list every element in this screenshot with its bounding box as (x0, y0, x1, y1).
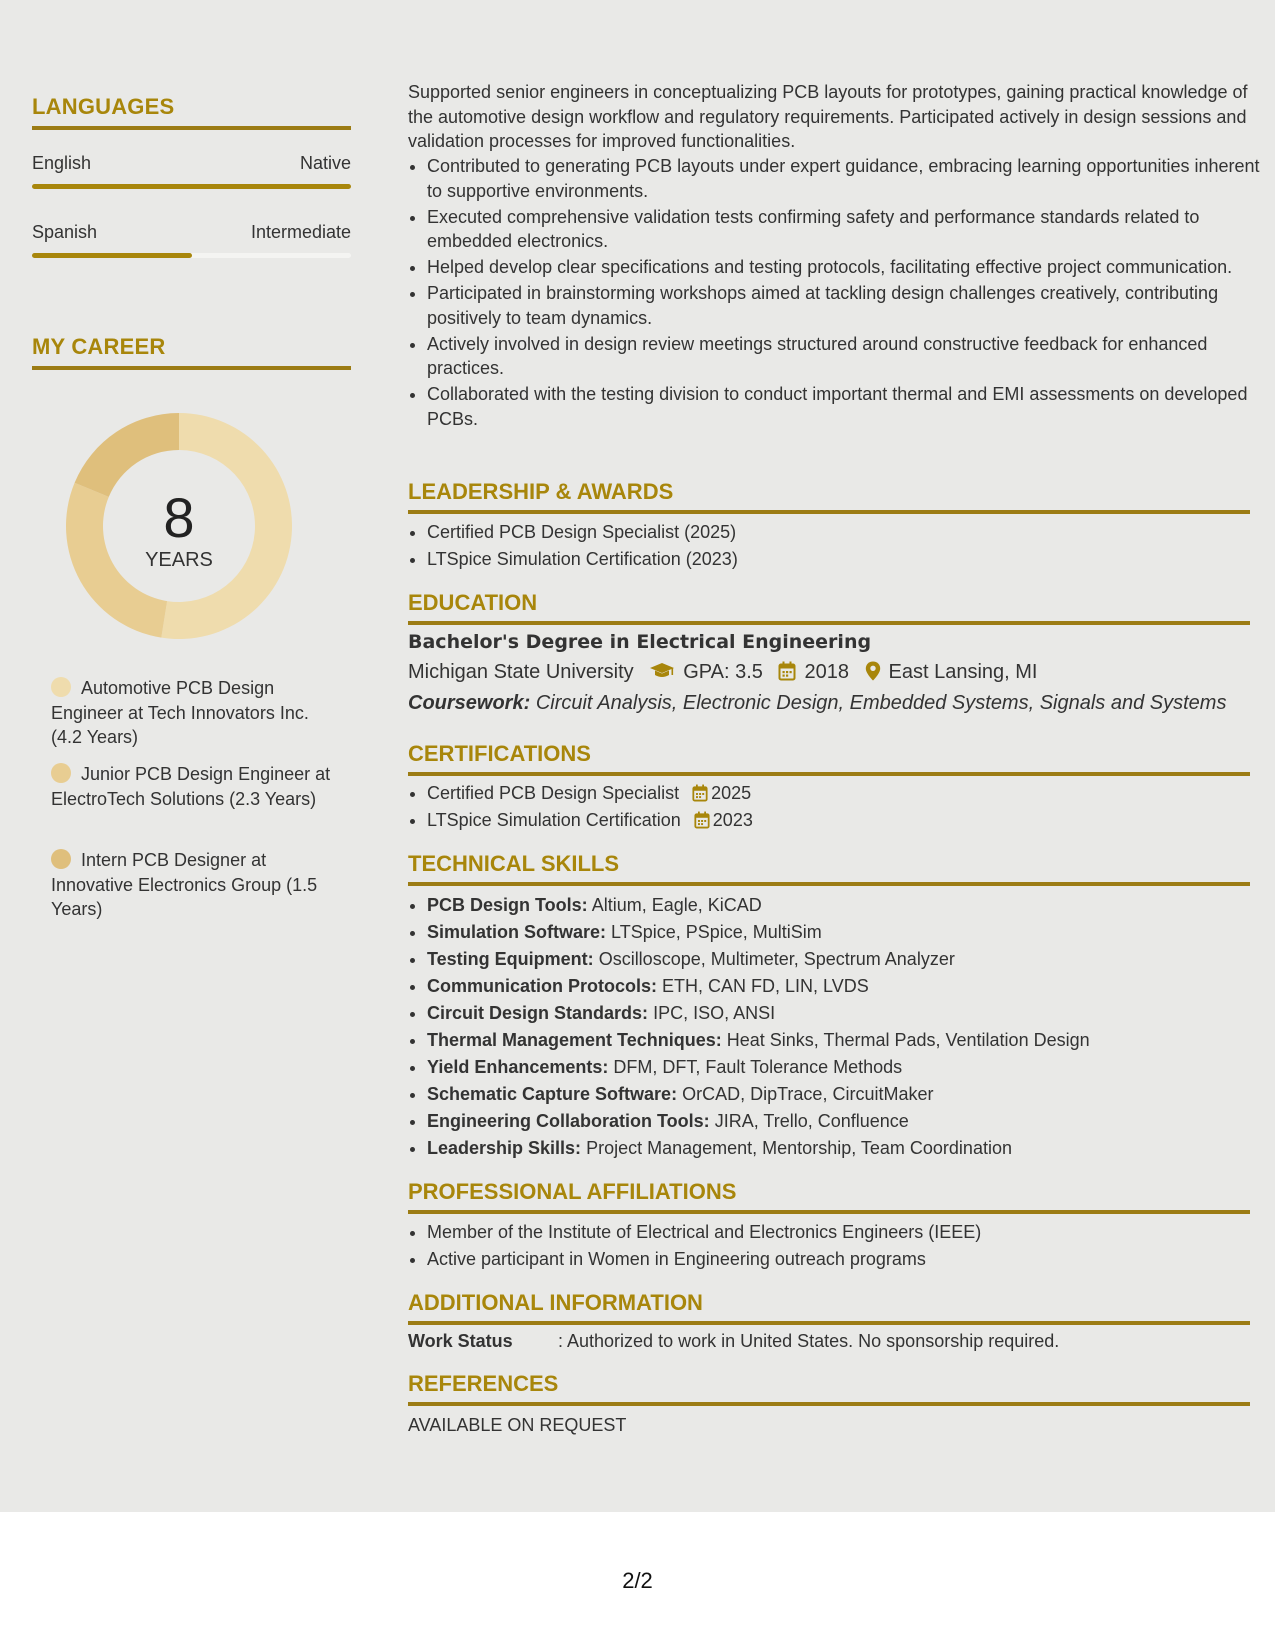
career-label: Intern PCB Designer at Innovative Electronics Group (1.5 Years) (51, 850, 318, 919)
education-heading: EDUCATION (408, 590, 1250, 625)
affiliations-list (408, 1220, 1269, 1274)
coursework (408, 692, 1226, 715)
references-text: AVAILABLE ON REQUEST (408, 1415, 627, 1435)
skill-values: Oscilloscope, Multimeter, Spectrum Analyzer (598, 949, 955, 969)
skill-item (427, 1082, 1269, 1107)
skill-category: Communication Protocols: (427, 976, 658, 996)
skill-item (427, 1136, 1269, 1161)
gpa: GPA: 3.5 (683, 661, 763, 683)
list-item: • Actively involved in design review meetings structured around constructive feedback for enhanced practices. (427, 332, 1269, 381)
degree-title: Bachelor's Degree in Electrical Engineering (408, 631, 872, 653)
certification-date (694, 808, 753, 833)
certifications-heading: CERTIFICATIONS (408, 741, 1250, 776)
education-details (408, 661, 1037, 687)
career-label: Automotive PCB Design Engineer at Tech Innovators Inc. (4.2 Years) (51, 678, 309, 747)
certification-name: Certified PCB Design Specialist (427, 783, 680, 803)
skill-values: LTSpice, PSpice, MultiSim (611, 922, 822, 942)
certification-item (427, 808, 1269, 833)
skill-category: PCB Design Tools: (427, 895, 588, 915)
technical-skills-heading: TECHNICAL SKILLS (408, 851, 1250, 886)
coursework-label: Coursework: (408, 692, 531, 714)
certification-year: 2025 (711, 783, 752, 803)
skill-item (427, 1055, 1269, 1080)
skill-values: JIRA, Trello, Confluence (714, 1111, 909, 1131)
total-years: 8 (163, 486, 195, 549)
career-legend-item (51, 676, 336, 750)
career-label: Junior PCB Design Engineer at ElectroTech Solutions (2.3 Years) (51, 764, 331, 809)
skill-item (427, 1001, 1269, 1026)
skill-category: Schematic Capture Software: (427, 1084, 678, 1104)
page-number: 2/2 (622, 1568, 653, 1593)
experience-bullets (408, 154, 1269, 433)
career-heading: MY CAREER (32, 334, 351, 370)
skill-category: Circuit Design Standards: (427, 1003, 649, 1023)
list-item: • Helped develop clear specifications and testing protocols, facilitating effective project communication. (427, 255, 1269, 280)
list-item: • LTSpice Simulation Certification (2023) (427, 547, 1269, 572)
legend-dot (51, 677, 71, 697)
skill-item (427, 947, 1269, 972)
certifications-list (408, 781, 1269, 835)
list-item: • Contributed to generating PCB layouts under expert guidance, embracing learning opportunities inherent to supportive environments. (427, 154, 1269, 203)
calendar-icon (778, 661, 796, 687)
skill-category: Thermal Management Techniques: (427, 1030, 722, 1050)
legend-dot (51, 763, 71, 783)
skill-values: IPC, ISO, ANSI (653, 1003, 776, 1023)
career-donut-chart (66, 413, 292, 639)
location-pin-icon (865, 661, 881, 687)
years-label: YEARS (145, 549, 213, 571)
language-name: Spanish (32, 222, 98, 242)
coursework-list: Circuit Analysis, Electronic Design, Embedded Systems, Signals and Systems (535, 692, 1227, 714)
skill-values: Heat Sinks, Thermal Pads, Ventilation Design (726, 1030, 1090, 1050)
languages-heading: LANGUAGES (32, 94, 351, 130)
language-bar-spanish (32, 253, 351, 258)
certification-item (427, 781, 1269, 806)
skill-category: Simulation Software: (427, 922, 607, 942)
calendar-icon (694, 811, 710, 829)
skill-values: ETH, CAN FD, LIN, LVDS (662, 976, 869, 996)
leadership-heading: LEADERSHIP & AWARDS (408, 479, 1250, 514)
school-location: East Lansing, MI (888, 661, 1038, 683)
language-level: Native (299, 153, 351, 173)
graduation-year: 2018 (804, 661, 849, 683)
school-name: Michigan State University (408, 661, 634, 683)
skill-item (427, 893, 1269, 918)
skill-values: Altium, Eagle, KiCAD (591, 895, 762, 915)
list-item: • Certified PCB Design Specialist (2025) (427, 520, 1269, 545)
skill-category: Leadership Skills: (427, 1138, 582, 1158)
legend-dot (51, 849, 71, 869)
skill-values: DFM, DFT, Fault Tolerance Methods (613, 1057, 903, 1077)
references-heading: REFERENCES (408, 1371, 1250, 1406)
skill-values: OrCAD, DipTrace, CircuitMaker (682, 1084, 934, 1104)
work-status-label: Work Status (408, 1331, 513, 1351)
work-status-value: : Authorized to work in United States. No sponsorship required. (558, 1331, 1060, 1351)
skill-item (427, 1028, 1269, 1053)
language-bar-fill (32, 184, 351, 189)
career-legend-item (51, 848, 336, 922)
skill-values: Project Management, Mentorship, Team Coordination (586, 1138, 1012, 1158)
skill-category: Testing Equipment: (427, 949, 594, 969)
list-item: • Participated in brainstorming workshops aimed at tackling design challenges creatively, contributing positively to team dynamics. (427, 281, 1269, 330)
work-status-row (408, 1331, 1059, 1352)
list-item: • Member of the Institute of Electrical and Electronics Engineers (IEEE) (427, 1220, 1269, 1245)
experience-summary: Supported senior engineers in conceptualizing PCB layouts for prototypes, gaining practical knowledge of the automotive design workflow and regulatory requirements. Participated actively in design sessions and validation processes for improved functionalities. (408, 82, 1248, 151)
list-item: • Collaborated with the testing division to conduct important thermal and EMI assessments on developed PCBs. (427, 382, 1269, 431)
language-name: English (32, 153, 92, 173)
skill-item (427, 974, 1269, 999)
technical-skills-list (408, 893, 1269, 1163)
language-bar-english (32, 184, 351, 189)
certification-date (692, 781, 751, 806)
language-level: Intermediate (250, 222, 351, 242)
leadership-list (408, 520, 1269, 574)
language-bar-fill (32, 253, 192, 258)
graduation-cap-icon (649, 661, 675, 687)
affiliations-heading: PROFESSIONAL AFFILIATIONS (408, 1179, 1250, 1214)
list-item: • Executed comprehensive validation tests confirming safety and performance standards related to embedded electronics. (427, 205, 1269, 254)
skill-category: Yield Enhancements: (427, 1057, 609, 1077)
skill-item (427, 1109, 1269, 1134)
calendar-icon (692, 784, 708, 802)
skill-item (427, 920, 1269, 945)
list-item: • Active participant in Women in Engineering outreach programs (427, 1247, 1269, 1272)
career-legend-item (51, 762, 336, 811)
certification-name: LTSpice Simulation Certification (427, 810, 681, 830)
skill-category: Engineering Collaboration Tools: (427, 1111, 710, 1131)
certification-year: 2023 (712, 810, 753, 830)
additional-info-heading: ADDITIONAL INFORMATION (408, 1290, 1250, 1325)
donut-center (66, 413, 292, 639)
